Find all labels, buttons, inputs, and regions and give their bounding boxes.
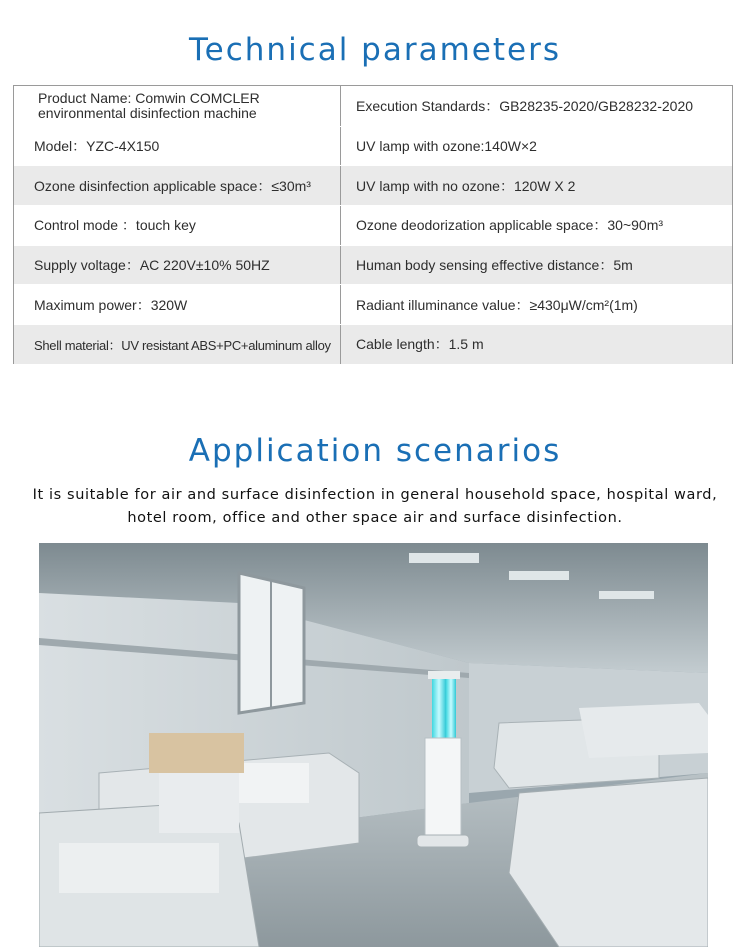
table-row	[14, 86, 732, 126]
parameters-table	[13, 85, 733, 364]
table-row	[14, 126, 732, 166]
param-cell: Cable length：1.5 m	[356, 336, 484, 353]
application-description	[0, 484, 750, 530]
table-row	[14, 284, 732, 324]
param-cell: Radiant illuminance value：≥430μW/cm²(1m)	[356, 296, 638, 313]
technical-parameters-title: Technical parameters	[188, 32, 561, 68]
param-cell: Supply voltage：AC 220V±10% 50HZ	[14, 246, 341, 285]
table-row	[14, 245, 732, 285]
param-cell: Human body sensing effective distance：5m	[356, 257, 633, 274]
description-line: hotel room, office and other space air and surface disinfection.	[127, 510, 623, 526]
param-cell: Control mode ：touch key	[14, 206, 341, 245]
param-cell: UV lamp with ozone:140W×2	[356, 138, 537, 155]
param-product-name: Product Name: Comwin COMCLER	[38, 89, 260, 106]
description-line: It is suitable for air and surface disinfection in general household space, hospital ward,	[32, 487, 718, 503]
param-product-name-cont: environmental disinfection machine	[38, 104, 257, 121]
table-row	[14, 324, 732, 364]
param-cell: Maximum power：320W	[14, 285, 341, 324]
param-cell	[14, 86, 341, 126]
param-cell: Ozone deodorization applicable space：30~90m³	[356, 217, 664, 234]
param-cell: Model：YZC-4X150	[14, 127, 341, 166]
param-cell: UV lamp with no ozone：120W X 2	[356, 177, 576, 194]
param-cell: Shell material：UV resistant ABS+PC+aluminum alloy	[14, 325, 341, 364]
table-row	[14, 205, 732, 245]
param-cell: Execution Standards：GB28235-2020/GB28232-2020	[356, 97, 694, 114]
param-cell: Ozone disinfection applicable space：≤30m³	[14, 166, 341, 205]
hospital-ward-photo	[39, 543, 708, 947]
application-scenarios-title: Application scenarios	[188, 433, 562, 469]
table-row	[14, 165, 732, 205]
